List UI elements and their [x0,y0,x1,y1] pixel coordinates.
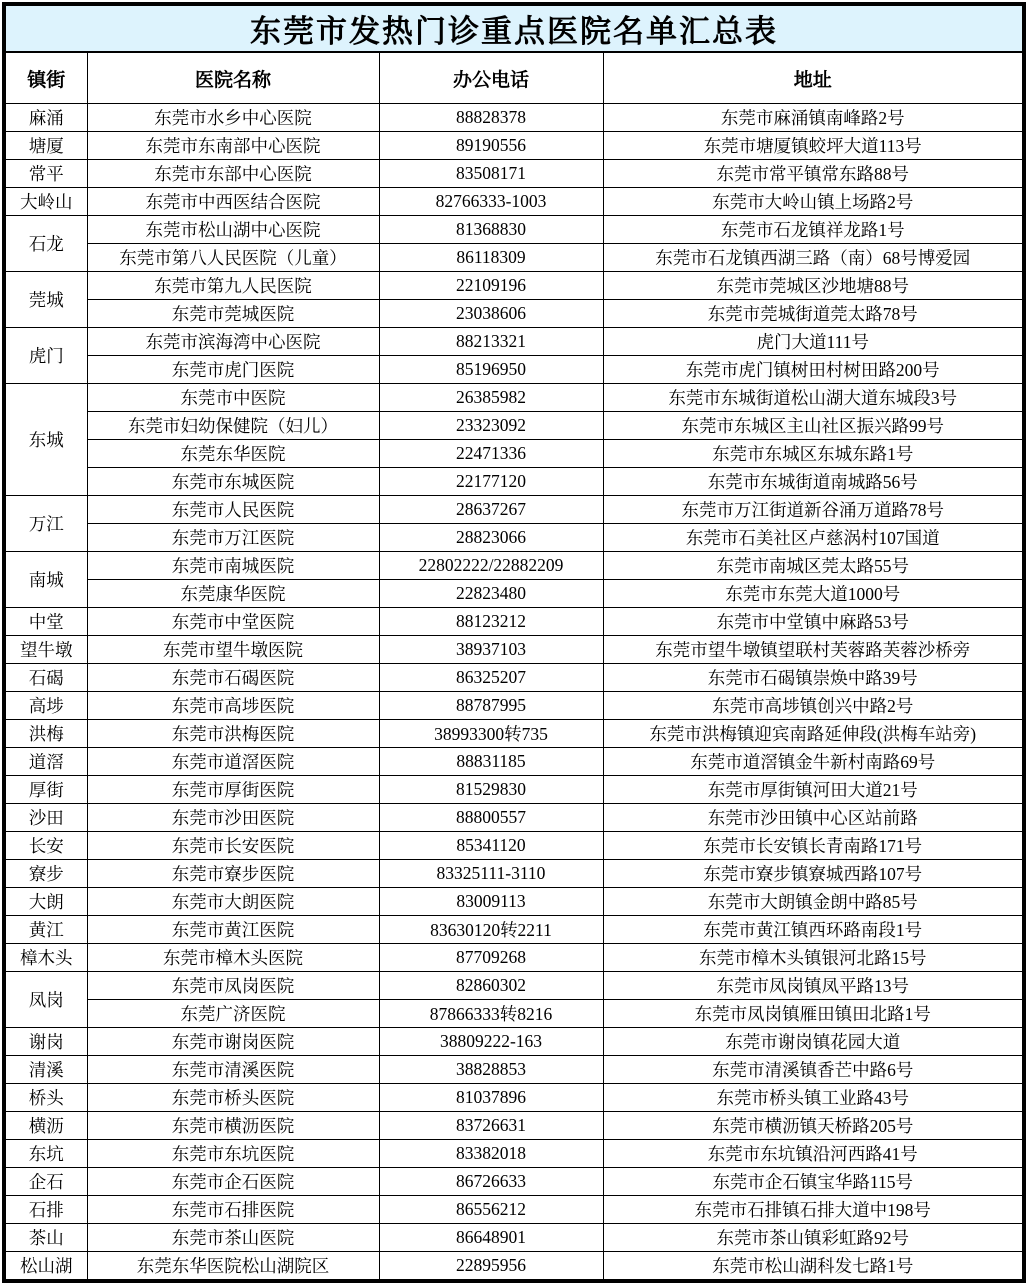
phone-cell: 86726633 [379,1168,603,1196]
table-row [4,636,1024,664]
phone-cell: 83009113 [379,888,603,916]
town-cell: 松山湖 [4,1252,87,1282]
phone-cell: 22802222/22882209 [379,552,603,580]
phone-cell: 23038606 [379,300,603,328]
phone-cell: 38828853 [379,1056,603,1084]
hospital-name-cell: 东莞市沙田医院 [87,804,379,832]
table-row [4,412,1024,440]
address-cell: 东莞市塘厦镇蛟坪大道113号 [603,132,1024,160]
hospital-name-cell: 东莞市妇幼保健院（妇儿） [87,412,379,440]
town-cell: 中堂 [4,608,87,636]
phone-cell: 86118309 [379,244,603,272]
table-row [4,440,1024,468]
address-cell: 东莞市虎门镇树田村树田路200号 [603,356,1024,384]
hospital-name-cell: 东莞东华医院 [87,440,379,468]
address-cell: 东莞市谢岗镇花园大道 [603,1028,1024,1056]
town-cell: 沙田 [4,804,87,832]
table-row [4,356,1024,384]
hospital-name-cell: 东莞市石碣医院 [87,664,379,692]
table-row [4,804,1024,832]
hospital-name-cell: 东莞市人民医院 [87,496,379,524]
phone-cell: 82860302 [379,972,603,1000]
town-cell: 清溪 [4,1056,87,1084]
table-row [4,972,1024,1000]
hospital-name-cell: 东莞市长安医院 [87,832,379,860]
address-cell: 东莞市东城街道松山湖大道东城段3号 [603,384,1024,412]
address-cell: 东莞市石排镇石排大道中198号 [603,1196,1024,1224]
phone-cell: 28637267 [379,496,603,524]
phone-cell: 87709268 [379,944,603,972]
address-cell: 东莞市长安镇长青南路171号 [603,832,1024,860]
table-row [4,1168,1024,1196]
town-cell: 万江 [4,496,87,552]
hospital-name-cell: 东莞市东城医院 [87,468,379,496]
town-cell: 长安 [4,832,87,860]
address-cell: 东莞市石美社区卢慈涡村107国道 [603,524,1024,552]
town-cell: 石龙 [4,216,87,272]
table-row [4,524,1024,552]
table-head [4,4,1024,104]
table-row [4,384,1024,412]
address-cell: 东莞市东城街道南城路56号 [603,468,1024,496]
address-cell: 东莞市石龙镇祥龙路1号 [603,216,1024,244]
table-row [4,552,1024,580]
hospital-name-cell: 东莞市东部中心医院 [87,160,379,188]
address-cell: 东莞市南城区莞太路55号 [603,552,1024,580]
table-body [4,104,1024,1282]
phone-cell: 88800557 [379,804,603,832]
header-row [4,52,1024,104]
town-cell: 南城 [4,552,87,608]
table-row [4,1028,1024,1056]
phone-cell: 83382018 [379,1140,603,1168]
phone-cell: 38809222-163 [379,1028,603,1056]
town-cell: 大岭山 [4,188,87,216]
phone-cell: 22895956 [379,1252,603,1282]
address-cell: 东莞市凤岗镇凤平路13号 [603,972,1024,1000]
hospital-name-cell: 东莞市东南部中心医院 [87,132,379,160]
phone-cell: 88828378 [379,104,603,132]
address-cell: 东莞市高埗镇创兴中路2号 [603,692,1024,720]
phone-cell: 22471336 [379,440,603,468]
town-cell: 谢岗 [4,1028,87,1056]
column-header-hospital: 医院名称 [87,52,379,104]
phone-cell: 23323092 [379,412,603,440]
hospital-name-cell: 东莞市横沥医院 [87,1112,379,1140]
address-cell: 东莞市万江街道新谷涌万道路78号 [603,496,1024,524]
address-cell: 东莞市横沥镇天桥路205号 [603,1112,1024,1140]
phone-cell: 83508171 [379,160,603,188]
phone-cell: 81037896 [379,1084,603,1112]
town-cell: 虎门 [4,328,87,384]
address-cell: 东莞市东城区主山社区振兴路99号 [603,412,1024,440]
phone-cell: 26385982 [379,384,603,412]
town-cell: 桥头 [4,1084,87,1112]
phone-cell: 83325111-3110 [379,860,603,888]
phone-cell: 22177120 [379,468,603,496]
table-row [4,860,1024,888]
town-cell: 横沥 [4,1112,87,1140]
phone-cell: 85196950 [379,356,603,384]
phone-cell: 22823480 [379,580,603,608]
address-cell: 东莞市企石镇宝华路115号 [603,1168,1024,1196]
hospital-name-cell: 东莞市樟木头医院 [87,944,379,972]
address-cell: 东莞市凤岗镇雁田镇田北路1号 [603,1000,1024,1028]
town-cell: 石碣 [4,664,87,692]
town-cell: 樟木头 [4,944,87,972]
table-row [4,468,1024,496]
table-row [4,300,1024,328]
table-row [4,132,1024,160]
phone-cell: 28823066 [379,524,603,552]
town-cell: 黄江 [4,916,87,944]
table-row [4,776,1024,804]
hospital-name-cell: 东莞市东坑医院 [87,1140,379,1168]
phone-cell: 88831185 [379,748,603,776]
table-row [4,692,1024,720]
hospital-name-cell: 东莞市黄江医院 [87,916,379,944]
hospital-name-cell: 东莞市中西医结合医院 [87,188,379,216]
phone-cell: 38993300转735 [379,720,603,748]
hospital-name-cell: 东莞市大朗医院 [87,888,379,916]
title-row [4,4,1024,52]
hospital-name-cell: 东莞市中医院 [87,384,379,412]
town-cell: 常平 [4,160,87,188]
table-row [4,160,1024,188]
phone-cell: 88213321 [379,328,603,356]
address-cell: 东莞市黄江镇西环路南段1号 [603,916,1024,944]
hospital-name-cell: 东莞市第九人民医院 [87,272,379,300]
hospital-name-cell: 东莞市望牛墩医院 [87,636,379,664]
hospital-table [2,2,1026,1283]
town-cell: 厚街 [4,776,87,804]
table-row [4,664,1024,692]
hospital-name-cell: 东莞市洪梅医院 [87,720,379,748]
address-cell: 东莞市清溪镇香芒中路6号 [603,1056,1024,1084]
hospital-name-cell: 东莞市石排医院 [87,1196,379,1224]
address-cell: 东莞市大朗镇金朗中路85号 [603,888,1024,916]
table-row [4,608,1024,636]
address-cell: 东莞市道滘镇金牛新村南路69号 [603,748,1024,776]
town-cell: 凤岗 [4,972,87,1028]
hospital-name-cell: 东莞市南城医院 [87,552,379,580]
address-cell: 东莞市松山湖科发七路1号 [603,1252,1024,1282]
town-cell: 麻涌 [4,104,87,132]
hospital-name-cell: 东莞市莞城医院 [87,300,379,328]
phone-cell: 86648901 [379,1224,603,1252]
table-row [4,1140,1024,1168]
address-cell: 东莞市常平镇常东路88号 [603,160,1024,188]
hospital-name-cell: 东莞市清溪医院 [87,1056,379,1084]
phone-cell: 88123212 [379,608,603,636]
address-cell: 东莞市东莞大道1000号 [603,580,1024,608]
address-cell: 东莞市麻涌镇南峰路2号 [603,104,1024,132]
address-cell: 东莞市桥头镇工业路43号 [603,1084,1024,1112]
phone-cell: 85341120 [379,832,603,860]
table-row [4,832,1024,860]
table-row [4,216,1024,244]
address-cell: 东莞市茶山镇彩虹路92号 [603,1224,1024,1252]
column-header-phone: 办公电话 [379,52,603,104]
town-cell: 洪梅 [4,720,87,748]
phone-cell: 83630120转2211 [379,916,603,944]
address-cell: 东莞市厚街镇河田大道21号 [603,776,1024,804]
phone-cell: 22109196 [379,272,603,300]
table-row [4,496,1024,524]
hospital-name-cell: 东莞市凤岗医院 [87,972,379,1000]
hospital-name-cell: 东莞市谢岗医院 [87,1028,379,1056]
town-cell: 东城 [4,384,87,496]
hospital-name-cell: 东莞市厚街医院 [87,776,379,804]
address-cell: 东莞市莞城街道莞太路78号 [603,300,1024,328]
hospital-name-cell: 东莞市中堂医院 [87,608,379,636]
hospital-name-cell: 东莞市高埗医院 [87,692,379,720]
town-cell: 茶山 [4,1224,87,1252]
town-cell: 石排 [4,1196,87,1224]
address-cell: 东莞市莞城区沙地塘88号 [603,272,1024,300]
hospital-name-cell: 东莞市企石医院 [87,1168,379,1196]
address-cell: 东莞市望牛墩镇望联村芙蓉路芙蓉沙桥旁 [603,636,1024,664]
town-cell: 东坑 [4,1140,87,1168]
table-row [4,1000,1024,1028]
town-cell: 寮步 [4,860,87,888]
hospital-name-cell: 东莞市虎门医院 [87,356,379,384]
phone-cell: 82766333-1003 [379,188,603,216]
table-row [4,328,1024,356]
table-row [4,1112,1024,1140]
hospital-name-cell: 东莞东华医院松山湖院区 [87,1252,379,1282]
table-row [4,1252,1024,1282]
address-cell: 东莞市中堂镇中麻路53号 [603,608,1024,636]
address-cell: 东莞市沙田镇中心区站前路 [603,804,1024,832]
hospital-name-cell: 东莞市滨海湾中心医院 [87,328,379,356]
town-cell: 莞城 [4,272,87,328]
address-cell: 东莞市樟木头镇银河北路15号 [603,944,1024,972]
hospital-name-cell: 东莞广济医院 [87,1000,379,1028]
address-cell: 东莞市石龙镇西湖三路（南）68号博爱园 [603,244,1024,272]
hospital-name-cell: 东莞市第八人民医院（儿童） [87,244,379,272]
table-row [4,1084,1024,1112]
table-row [4,720,1024,748]
hospital-name-cell: 东莞康华医院 [87,580,379,608]
table-row [4,1196,1024,1224]
table-row [4,580,1024,608]
table-row [4,1224,1024,1252]
hospital-name-cell: 东莞市水乡中心医院 [87,104,379,132]
table-row [4,1056,1024,1084]
town-cell: 塘厦 [4,132,87,160]
address-cell: 东莞市东坑镇沿河西路41号 [603,1140,1024,1168]
address-cell: 东莞市洪梅镇迎宾南路延伸段(洪梅车站旁) [603,720,1024,748]
phone-cell: 86325207 [379,664,603,692]
address-cell: 东莞市石碣镇崇焕中路39号 [603,664,1024,692]
town-cell: 道滘 [4,748,87,776]
phone-cell: 81529830 [379,776,603,804]
hospital-name-cell: 东莞市松山湖中心医院 [87,216,379,244]
table-row [4,748,1024,776]
phone-cell: 87866333转8216 [379,1000,603,1028]
address-cell: 东莞市寮步镇寮城西路107号 [603,860,1024,888]
phone-cell: 83726631 [379,1112,603,1140]
phone-cell: 81368830 [379,216,603,244]
town-cell: 望牛墩 [4,636,87,664]
table-row [4,916,1024,944]
town-cell: 企石 [4,1168,87,1196]
town-cell: 高埗 [4,692,87,720]
address-cell: 虎门大道111号 [603,328,1024,356]
address-cell: 东莞市东城区东城东路1号 [603,440,1024,468]
hospital-name-cell: 东莞市茶山医院 [87,1224,379,1252]
column-header-address: 地址 [603,52,1024,104]
table-row [4,104,1024,132]
phone-cell: 89190556 [379,132,603,160]
phone-cell: 86556212 [379,1196,603,1224]
phone-cell: 38937103 [379,636,603,664]
hospital-name-cell: 东莞市寮步医院 [87,860,379,888]
table-row [4,944,1024,972]
table-row [4,188,1024,216]
table-row [4,888,1024,916]
phone-cell: 88787995 [379,692,603,720]
hospital-name-cell: 东莞市万江医院 [87,524,379,552]
address-cell: 东莞市大岭山镇上场路2号 [603,188,1024,216]
table-row [4,244,1024,272]
town-cell: 大朗 [4,888,87,916]
table-row [4,272,1024,300]
page-title: 东莞市发热门诊重点医院名单汇总表 [4,4,1024,52]
column-header-town: 镇街 [4,52,87,104]
hospital-name-cell: 东莞市道滘医院 [87,748,379,776]
hospital-name-cell: 东莞市桥头医院 [87,1084,379,1112]
